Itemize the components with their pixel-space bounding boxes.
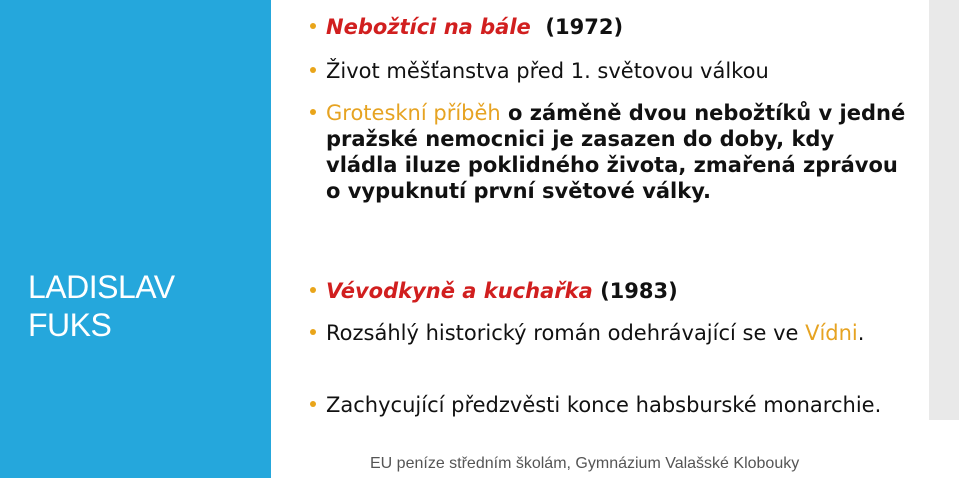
author-first-name: LADISLAV [28,269,175,305]
book2-year: (1983) [600,279,678,303]
bullet-book2-theme [310,392,910,418]
bullet-book2-setting [310,320,910,346]
book2-setting-end: . [857,321,865,345]
book1-plot-text: o záměně dvou nebožtíků v jedné pražské nemocnici je zasazen do doby, kdy vládla iluze poklidného života, zmařená zprávou o vypuknutí první světové války. [326,101,906,203]
book1-plot-highlight: Groteskní příběh [326,101,501,125]
book1-setting: Život měšťanstva před 1. světovou válkou [326,59,769,83]
bullet-dot-icon [310,109,316,115]
bullet-dot-icon [310,329,316,335]
book2-setting-text: Rozsáhlý historický román odehrávající se ve [326,321,806,345]
bullet-book2-title [310,278,910,304]
bullet-dot-icon [310,401,316,407]
bullet-dot-icon [310,287,316,293]
bullet-book1-plot [310,100,910,204]
author-last-name: FUKS [28,307,112,343]
section-title [28,268,175,344]
book2-theme: Zachycující předzvěsti konce habsburské monarchie. [326,393,882,417]
book1-title: Nebožtíci na bále [326,15,531,39]
book2-setting-highlight: Vídni [805,321,858,345]
book1-year: (1972) [545,15,624,39]
bullet-book1-title [310,14,910,40]
bullet-dot-icon [310,23,316,29]
bullet-dot-icon [310,67,316,73]
right-edge-strip [929,0,959,420]
footer-text: EU peníze středním školám, Gymnázium Valašské Klobouky [370,455,800,472]
left-panel [0,0,271,478]
book2-title: Vévodkyně a kuchařka [326,279,593,303]
bullet-book1-setting [310,58,910,84]
